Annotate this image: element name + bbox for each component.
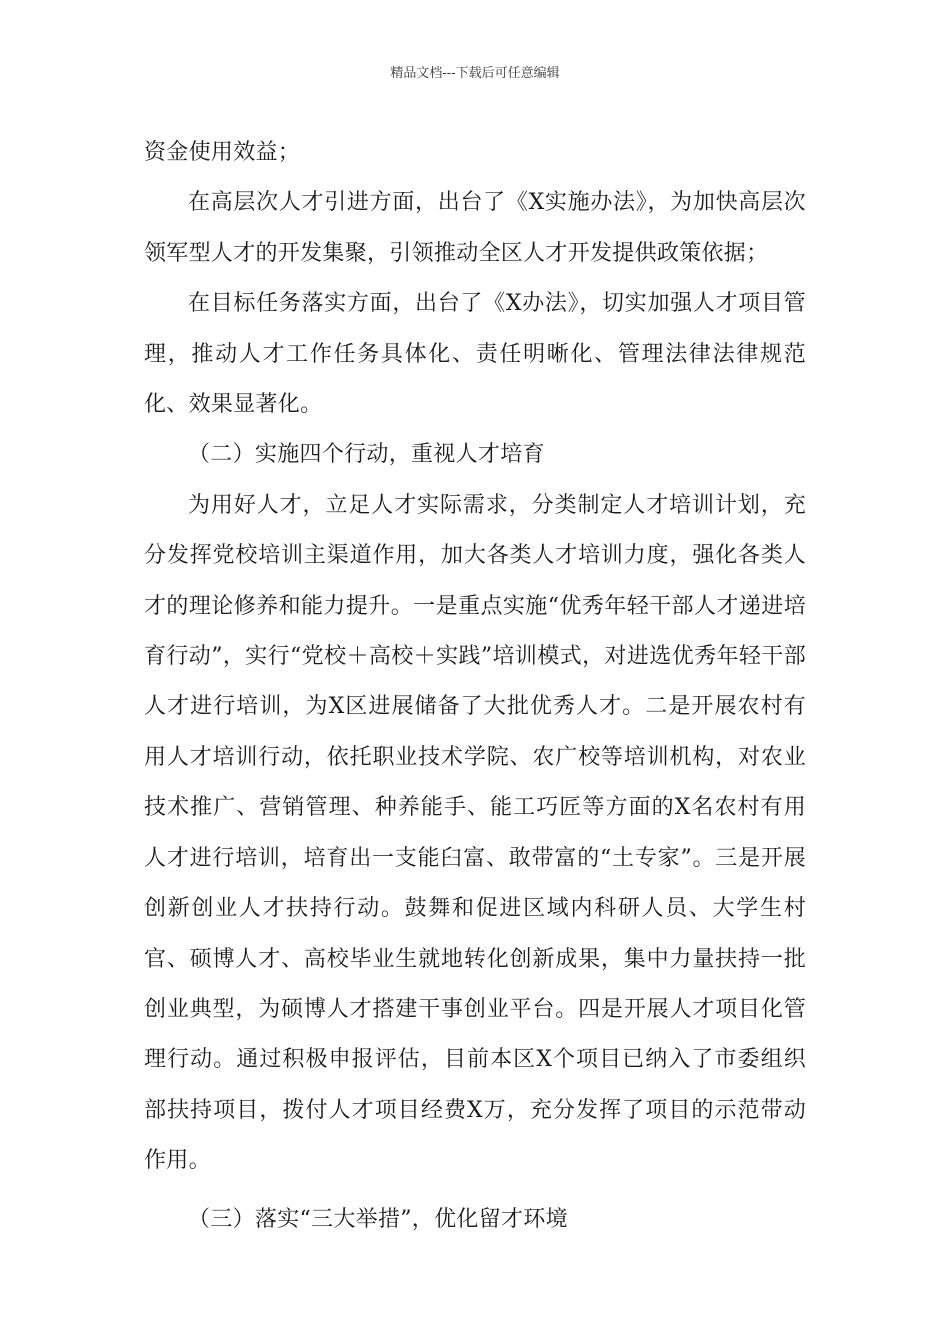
section-heading-3: （三）落实“三大举措”，优化留才环境 (188, 1206, 568, 1232)
document-body (144, 128, 806, 1245)
paragraph-continuation: 资金使用效益； (144, 140, 301, 165)
paragraph-task-implementation: 在目标任务落实方面，出台了《X办法》，切实加强人才项目管理，推动人才工作任务具体化、责任明晰化、管理法律法律规范化、效果显著化。 (144, 291, 806, 418)
section-heading-2: （二）实施四个行动，重视人才培育 (188, 442, 545, 468)
page-header: 精品文档---下载后可任意编辑 (390, 66, 560, 81)
paragraph-talent-training: 为用好人才，立足人才实际需求，分类制定人才培训计划，充分发挥党校培训主渠道作用，加大各类人才培训力度，强化各类人才的理论修养和能力提升。一是重点实施“优秀年轻干部人才递进培育行动”，实行“党校＋高校＋实践”培训模式，对进选优秀年轻干部人才进行培训，为X区进展储备了大批优秀人才。二是开展农村有用人才培训行动，依托职业技术学院、农广校等培训机构，对农业技术推广、营销管理、种养能手、能工巧匠等方面的X名农村有用人才进行培训，培育出一支能臼富、敢带富的“土专家”。三是开展创新创业人才扶持行动。鼓舞和促进区域内科研人员、大学生村官、硕博人才、高校毕业生就地转化创新成果，集中力量扶持一批创业典型，为硕博人才搭建干事创业平台。四是开展人才项目化管理行动。通过积极申报评估，目前本区X个项目已纳入了市委组织部扶持项目，拨付人才项目经费X万，充分发挥了项目的示范带动作用。 (144, 492, 806, 1174)
paragraph-talent-introduction: 在高层次人才引进方面，出台了《X实施办法》，为加快高层次领军型人才的开发集聚，引领推动全区人才开发提供政策依据； (144, 190, 806, 266)
